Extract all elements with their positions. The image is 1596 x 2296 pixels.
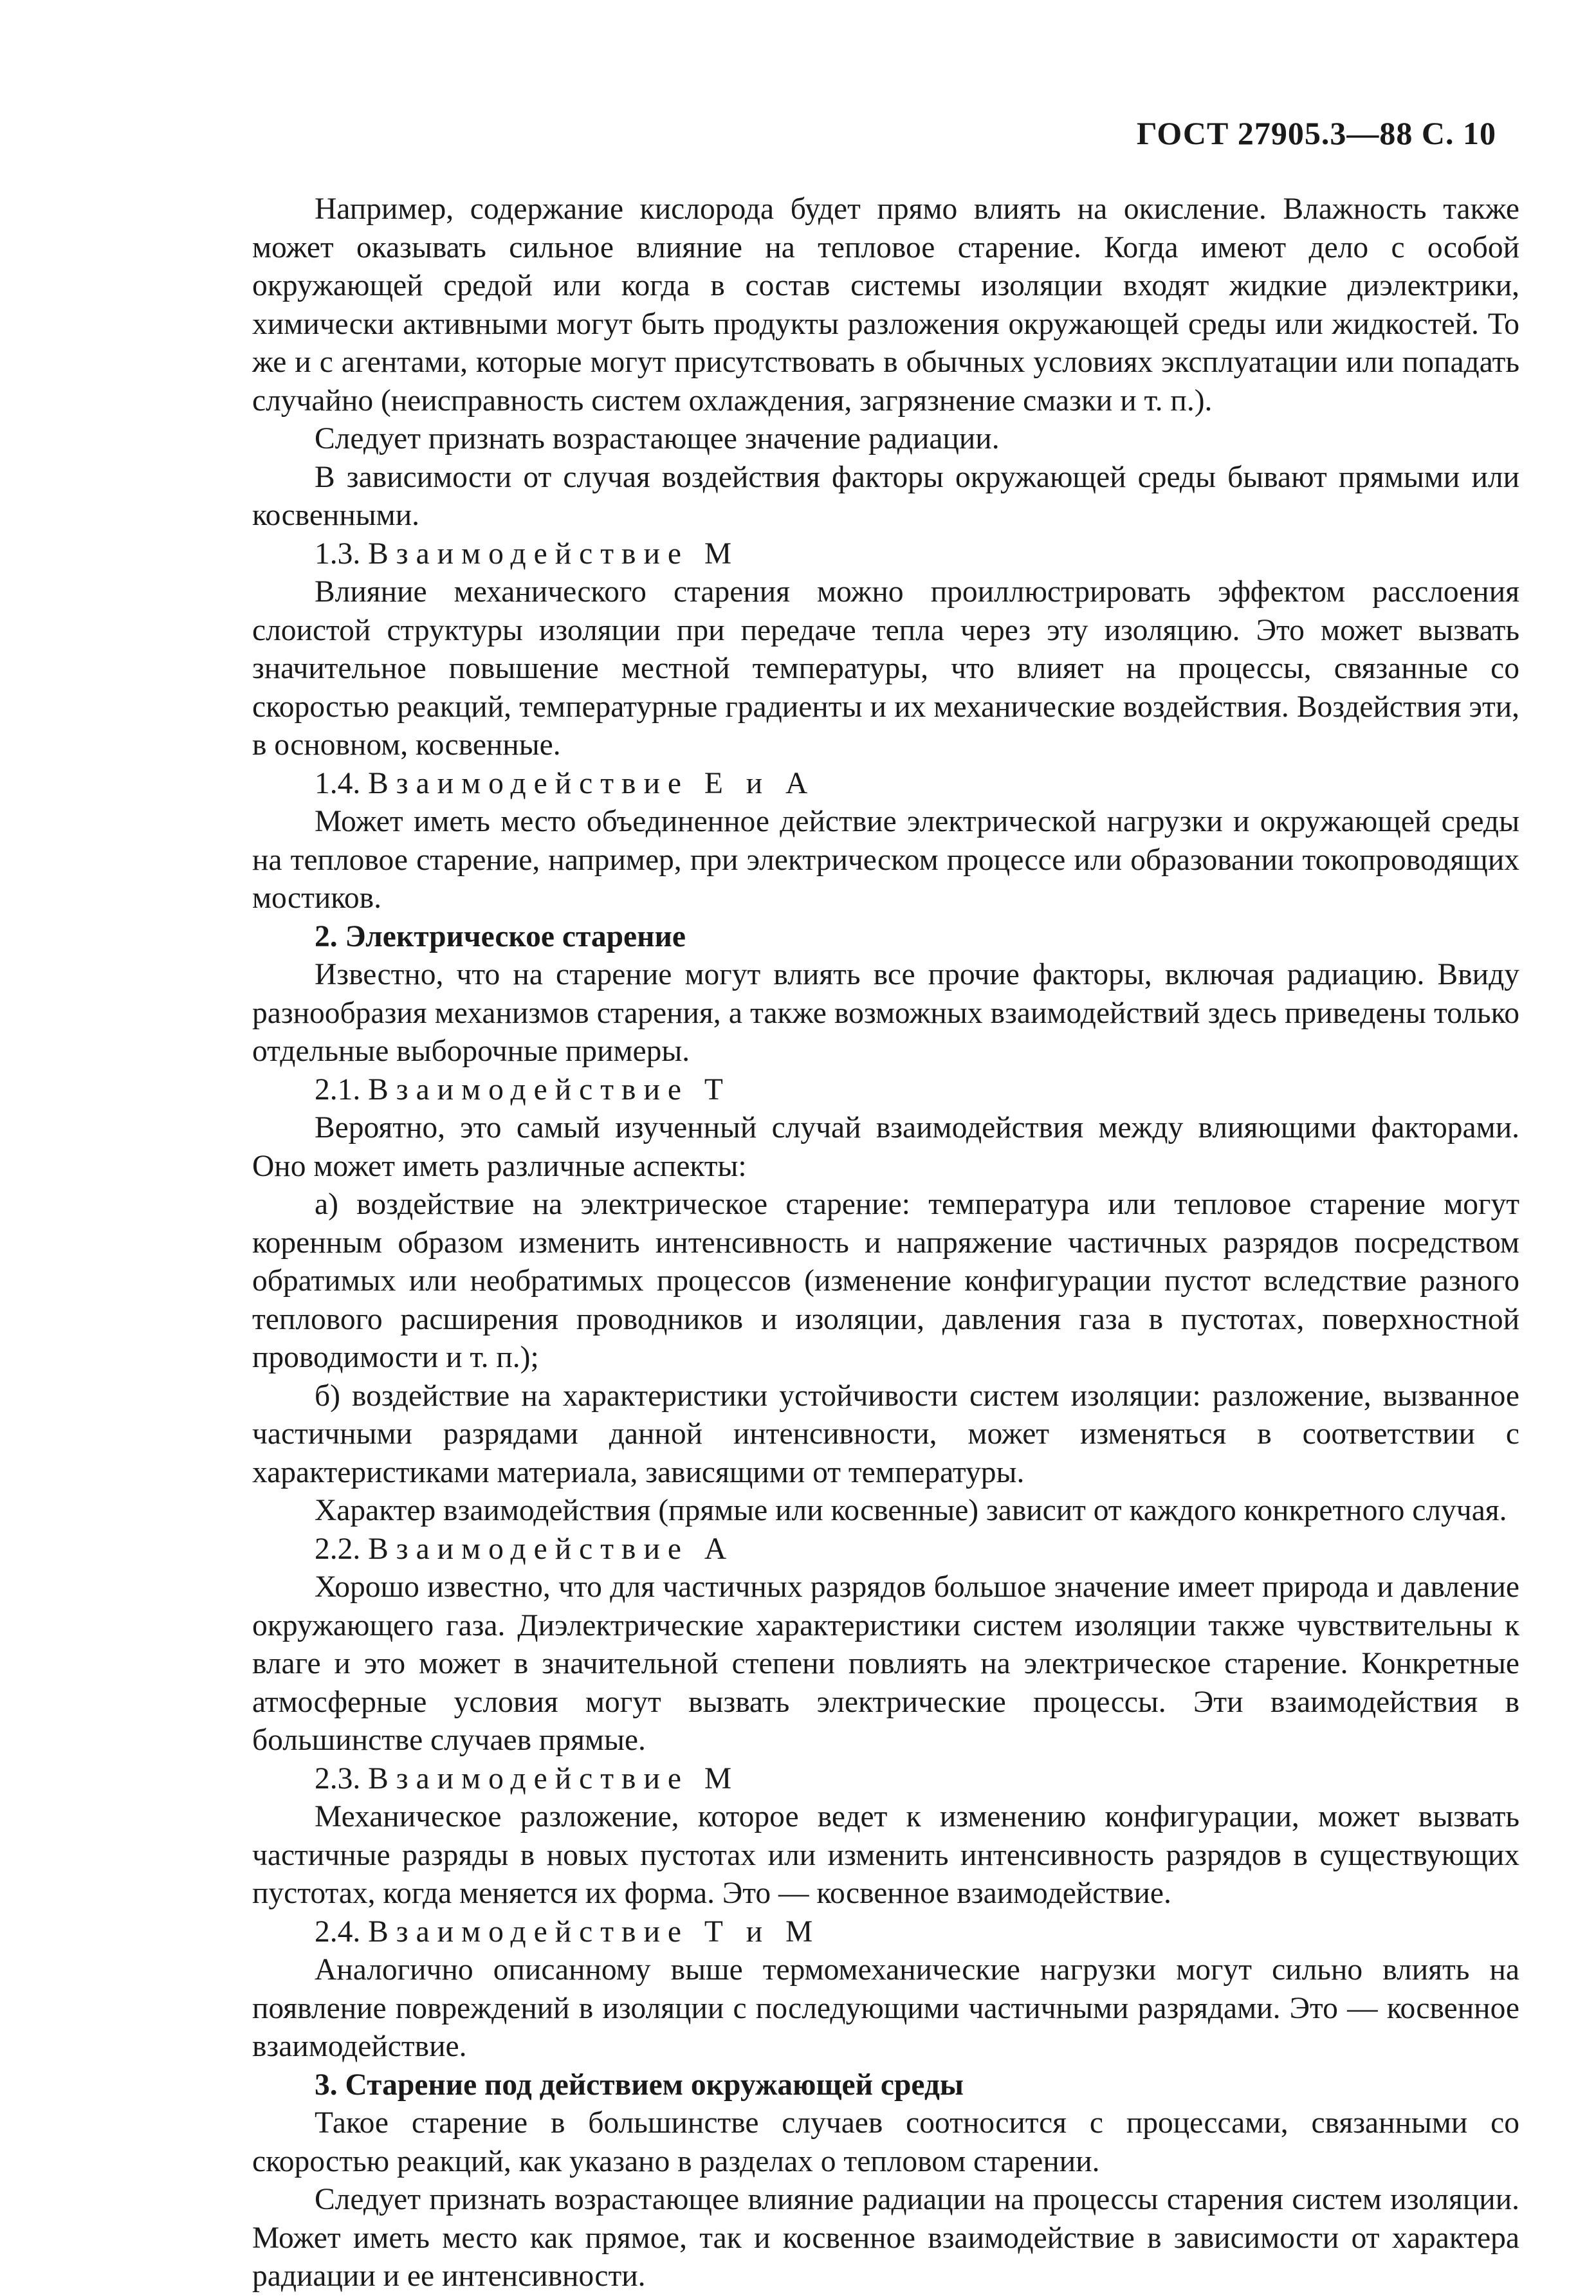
subsection-title: Взаимодействие Е и А [368, 766, 816, 800]
section-heading: 2. Электрическое старение [315, 919, 686, 953]
list-item: а) воздействие на электрическое старение: температура или тепловое старение могут коренным образом изменить интенсивность и напряжение частичных разрядов посредством обратимых или необратимых процессов (изменение конфигурации пустот вследствие разного теплового расширения проводников и изоляции, давления газа в пустотах, поверхностной проводимости и т. п.); [252, 1188, 1519, 1374]
subsection-number: 2.3. [315, 1761, 361, 1795]
subsection-number: 1.3. [315, 537, 361, 571]
section-heading: 3. Старение под действием окружающей среды [315, 2068, 964, 2102]
paragraph: В зависимости от случая воздействия факторы окружающей среды бывают прямыми или косвенными. [252, 460, 1519, 532]
paragraph: Влияние механического старения можно проиллюстрировать эффектом расслоения слоистой структуры изоляции при передаче тепла через эту изоляцию. Это может вызвать значительное повышение местной температуры, что влияет на процессы, связанные со скоростью реакций, температурные градиенты и их механические воздействия. Воздействия эти, в основном, косвенные. [252, 575, 1519, 762]
paragraph: Может иметь место объединенное действие электрической нагрузки и окружающей среды на тепловое старение, например, при электрическом процессе или образовании токопроводящих мостиков. [252, 805, 1519, 915]
paragraph: Например, содержание кислорода будет прямо влиять на окисление. Влажность также может оказывать сильное влияние на тепловое старение. Когда имеют дело с особой окружающей средой или когда в состав системы изоляции входят жидкие диэлектрики, химически активными могут быть продукты разложения окружающей среды или жидкостей. То же и с агентами, которые могут присутствовать в обычных условиях эксплуатации или попадать случайно (неисправность систем охлаждения, загрязнение смазки и т. п.). [252, 192, 1519, 418]
subsection-heading [252, 1760, 1519, 1799]
document-body [252, 190, 1519, 2296]
subsection-number: 1.4. [315, 766, 361, 800]
paragraph: Аналогично описанному выше термомеханические нагрузки могут сильно влиять на появление повреждений в изоляции с последующими частичными разрядами. Это — косвенное взаимодействие. [252, 1953, 1519, 2063]
subsection-title: Взаимодействие А [368, 1532, 735, 1566]
subsection-number: 2.1. [315, 1072, 361, 1107]
subsection-heading [252, 535, 1519, 574]
paragraph: Такое старение в большинстве случаев соотносится с процессами, связанными со скоростью реакций, как указано в разделах о тепловом старении. [252, 2106, 1519, 2178]
subsection-number: 2.2. [315, 1532, 361, 1566]
subsection-heading [252, 765, 1519, 804]
subsection-heading [252, 1913, 1519, 1952]
subsection-title: Взаимодействие Т [368, 1072, 731, 1107]
paragraph: Характер взаимодействия (прямые или косвенные) зависит от каждого конкретного случая. [315, 1494, 1507, 1527]
list-item: б) воздействие на характеристики устойчивости систем изоляции: разложение, вызванное частичными разрядами данной интенсивности, может изменяться в соответствии с характеристиками материала, зависящими от температуры. [252, 1379, 1519, 1489]
paragraph: Хорошо известно, что для частичных разрядов большое значение имеет природа и давление окружающего газа. Диэлектрические характеристики систем изоляции также чувствительны к влаге и это может в значительной степени повлиять на электрическое старение. Конкретные атмосферные условия могут вызвать электрические процессы. Эти взаимодействия в большинстве случаев прямые. [252, 1570, 1519, 1757]
paragraph: Механическое разложение, которое ведет к изменению конфигурации, может вызвать частичные разряды в новых пустотах или изменить интенсивность разрядов в существующих пустотах, когда меняется их форма. Это — косвенное взаимодействие. [252, 1800, 1519, 1910]
paragraph: Следует признать возрастающее значение радиации. [315, 422, 1000, 455]
subsection-number: 2.4. [315, 1915, 361, 1949]
subsection-title: Взаимодействие М [368, 1761, 740, 1795]
subsection-heading [252, 1530, 1519, 1569]
page-header: ГОСТ 27905.3—88 С. 10 [1136, 115, 1496, 151]
paragraph: Известно, что на старение могут влиять все прочие факторы, включая радиацию. Ввиду разнообразия механизмов старения, а также возможных взаимодействий здесь приведены только отдельные выборочные примеры. [252, 958, 1519, 1068]
subsection-heading [252, 1071, 1519, 1110]
paragraph: Следует признать возрастающее влияние радиации на процессы старения систем изоляции. Может иметь место как прямое, так и косвенное взаимодействие в зависимости от характера радиации и ее интенсивности. [252, 2183, 1519, 2293]
subsection-title: Взаимодействие М [368, 537, 740, 571]
subsection-title: Взаимодействие Т и М [368, 1915, 821, 1949]
paragraph: Вероятно, это самый изученный случай взаимодействия между влияющими факторами. Оно может иметь различные аспекты: [252, 1111, 1519, 1183]
